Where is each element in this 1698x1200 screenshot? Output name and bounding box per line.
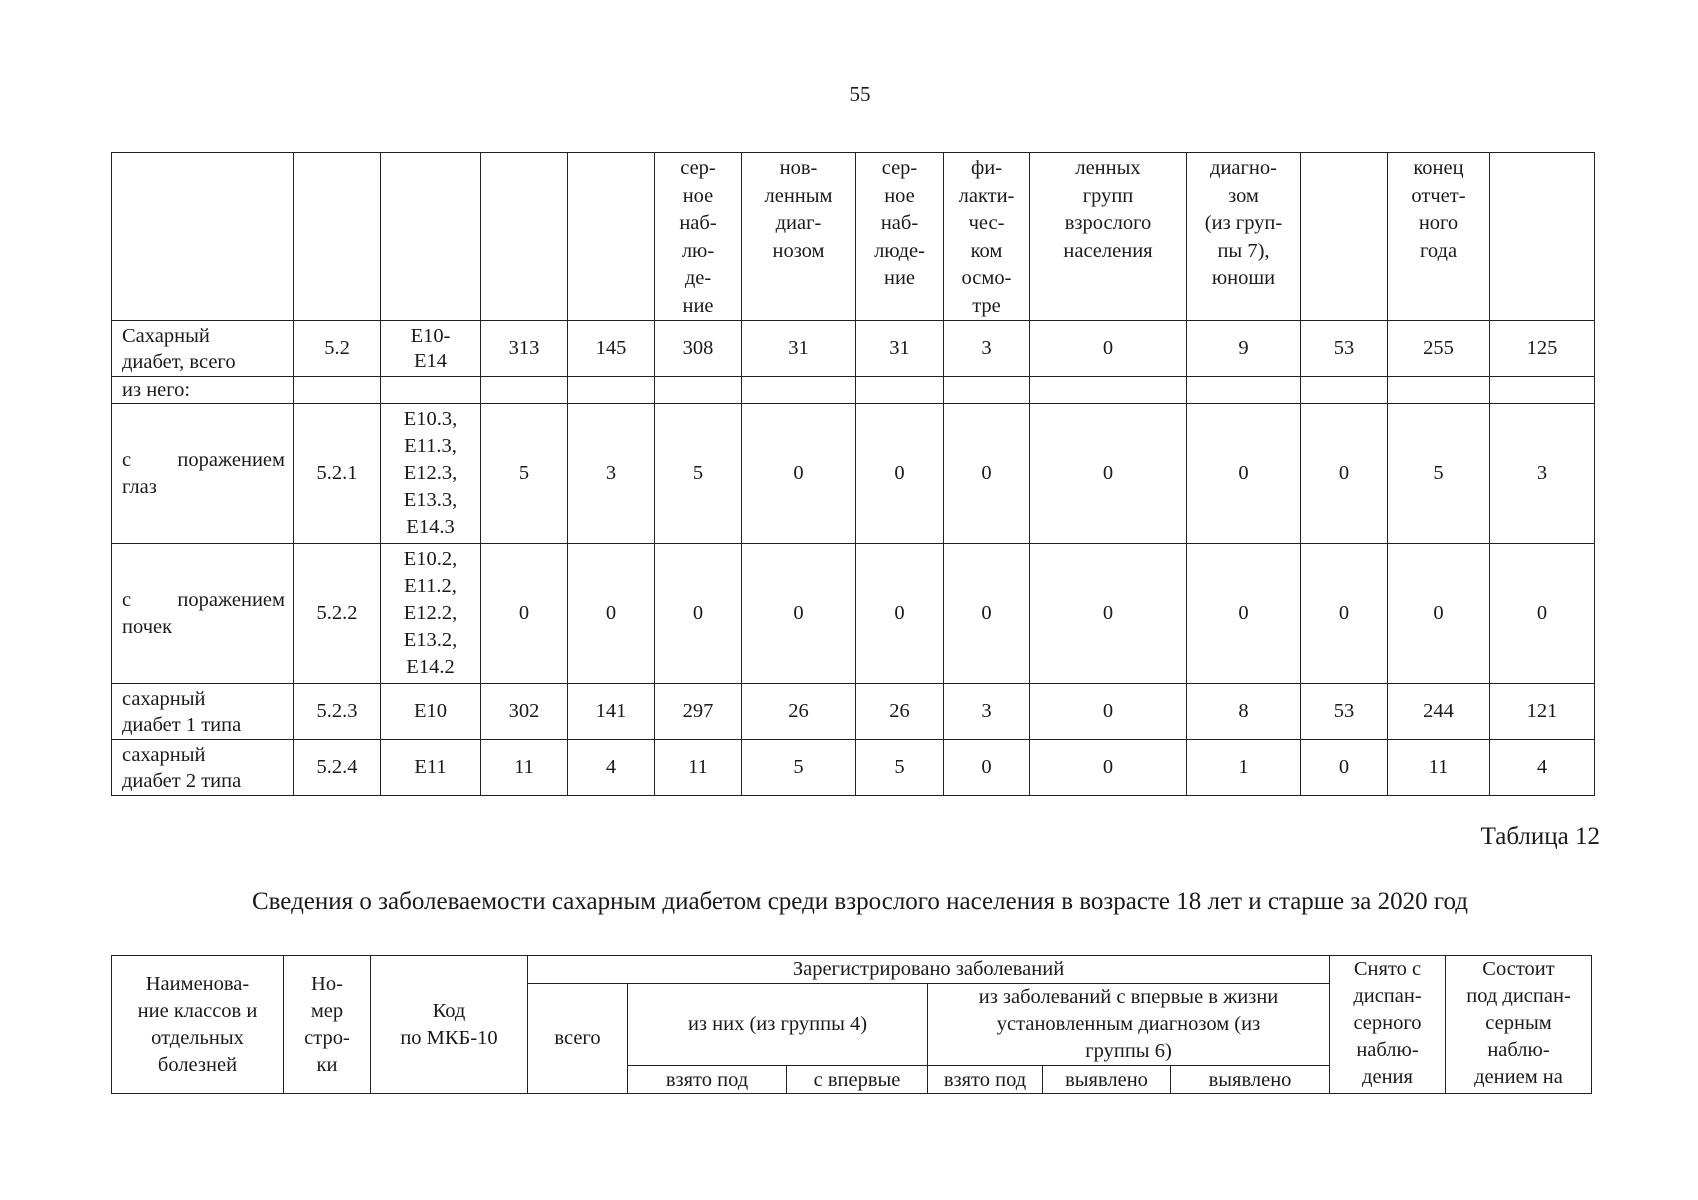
col-registered: Зарегистрировано заболеваний [528,956,1330,984]
value-cell: 5 [481,404,568,544]
row-line-number: 5.2.4 [294,740,381,796]
row-name [112,544,294,684]
row-line-number: 5.2.2 [294,544,381,684]
value-cell: 0 [1030,404,1187,544]
value-cell: 1 [1187,740,1301,796]
header-cell: нов- ленным диаг- нозом [742,153,856,321]
value-cell: 31 [742,321,856,377]
row-icd-code [381,377,481,404]
header-cell [481,153,568,321]
header-cell [294,153,381,321]
row-icd-code: E10.2, E11.2, E12.2, E13.2, E14.2 [381,544,481,684]
value-cell [1388,377,1490,404]
value-cell: 9 [1187,321,1301,377]
value-cell: 11 [655,740,742,796]
row-line-number: 5.2.3 [294,684,381,740]
value-cell: 31 [856,321,944,377]
col-line-number: Но- мер стро- ки [284,956,371,1094]
value-cell: 0 [856,404,944,544]
value-cell: 26 [856,684,944,740]
value-cell: 4 [568,740,655,796]
value-cell: 0 [1030,544,1187,684]
value-cell: 3 [944,684,1030,740]
col-disease-name: Наименова- ние классов и отдельных болезней [112,956,284,1094]
table-row [112,740,1595,796]
subcol-taken-2: взято под [928,1066,1043,1094]
value-cell: 53 [1301,321,1388,377]
value-cell [1301,377,1388,404]
value-cell: 26 [742,684,856,740]
header-cell: ленных групп взрослого населения [1030,153,1187,321]
value-cell: 0 [481,544,568,684]
value-cell: 0 [1388,544,1490,684]
value-cell: 302 [481,684,568,740]
value-cell: 125 [1490,321,1595,377]
value-cell: 308 [655,321,742,377]
value-cell: 0 [856,544,944,684]
value-cell: 8 [1187,684,1301,740]
row-line-number [294,377,381,404]
value-cell: 5 [742,740,856,796]
value-cell: 0 [1030,684,1187,740]
value-cell: 0 [1187,544,1301,684]
table-header-row [112,153,1595,321]
value-cell: 5 [1388,404,1490,544]
header-cell: диагно- зом (из груп- пы 7), юноши [1187,153,1301,321]
table-row [112,404,1595,544]
value-cell: 244 [1388,684,1490,740]
row-line-number: 5.2.1 [294,404,381,544]
value-cell [1030,377,1187,404]
value-cell: 0 [1301,404,1388,544]
header-cell: сер- ное наб- люде- ние [856,153,944,321]
value-cell: 0 [742,544,856,684]
table-12-header [111,955,1592,1094]
value-cell [1490,377,1595,404]
table-row [112,377,1595,404]
col-icd-code: Код по МКБ-10 [371,956,528,1094]
value-cell: 0 [1030,321,1187,377]
value-cell: 0 [1301,740,1388,796]
header-cell [1490,153,1595,321]
value-cell: 0 [1490,544,1595,684]
value-cell: 4 [1490,740,1595,796]
subcol-found-2: выявлено [1171,1066,1330,1094]
diabetes-table-continued [111,152,1595,796]
value-cell: 11 [1388,740,1490,796]
value-cell [655,377,742,404]
subcol-first-time: с впервые [787,1066,928,1094]
value-cell: 5 [856,740,944,796]
subcol-found-1: выявлено [1043,1066,1171,1094]
value-cell: 313 [481,321,568,377]
value-cell: 3 [944,321,1030,377]
subcol-taken: взято под [628,1066,787,1094]
value-cell: 0 [944,404,1030,544]
page-number: 55 [849,82,871,106]
value-cell [742,377,856,404]
header-cell: фи- лакти- чес- ком осмо- тре [944,153,1030,321]
value-cell: 0 [1187,404,1301,544]
value-cell: 53 [1301,684,1388,740]
row-name: из него: [112,377,294,404]
col-removed: Снято с диспан- серного наблю- дения [1330,956,1446,1094]
row-icd-code: E10 [381,684,481,740]
value-cell: 11 [481,740,568,796]
header-cell [112,153,294,321]
col-of-them: из них (из группы 4) [628,984,928,1066]
value-cell: 121 [1490,684,1595,740]
value-cell: 141 [568,684,655,740]
row-line-number: 5.2 [294,321,381,377]
header-cell [1301,153,1388,321]
value-cell: 0 [1030,740,1187,796]
value-cell [568,377,655,404]
col-total: всего [528,984,628,1094]
value-cell [481,377,568,404]
table-title: Сведения о заболеваемости сахарным диабетом среди взрослого населения в возрасте 18 лет и старше за 2020 год [251,888,1469,915]
value-cell: 0 [1301,544,1388,684]
value-cell [944,377,1030,404]
table-row [112,684,1595,740]
table-row [112,544,1595,684]
value-cell: 255 [1388,321,1490,377]
row-icd-code: E11 [381,740,481,796]
value-cell: 0 [742,404,856,544]
header-cell [568,153,655,321]
header-cell [381,153,481,321]
value-cell: 0 [944,740,1030,796]
row-name-part: почек [122,615,173,638]
header-cell: сер- ное наб- лю- де- ние [655,153,742,321]
row-name-part: с [122,448,132,471]
header-cell: конец отчет- ного года [1388,153,1490,321]
value-cell: 0 [655,544,742,684]
row-name-part: поражением [177,588,285,611]
value-cell: 3 [1490,404,1595,544]
value-cell [1187,377,1301,404]
row-name: сахарный диабет 1 типа [112,684,294,740]
value-cell: 145 [568,321,655,377]
value-cell: 3 [568,404,655,544]
table-caption: Таблица 12 [1480,823,1600,850]
value-cell: 5 [655,404,742,544]
row-name: сахарный диабет 2 типа [112,740,294,796]
table-row [112,321,1595,377]
row-name [112,404,294,544]
col-consists: Состоит под диспан- серным наблю- дением на [1446,956,1592,1094]
row-icd-code: E10.3, E11.3, E12.3, E13.3, E14.3 [381,404,481,544]
row-icd-code: E10- E14 [381,321,481,377]
row-name-part: с [122,588,132,611]
value-cell [856,377,944,404]
value-cell: 0 [568,544,655,684]
row-name-part: глаз [122,475,157,498]
value-cell: 0 [944,544,1030,684]
row-name-part: поражением [177,448,285,471]
row-name: Сахарный диабет, всего [112,321,294,377]
value-cell: 297 [655,684,742,740]
col-first-time: из заболеваний с впервые в жизни установленным диагнозом (из группы 6) [928,984,1330,1066]
